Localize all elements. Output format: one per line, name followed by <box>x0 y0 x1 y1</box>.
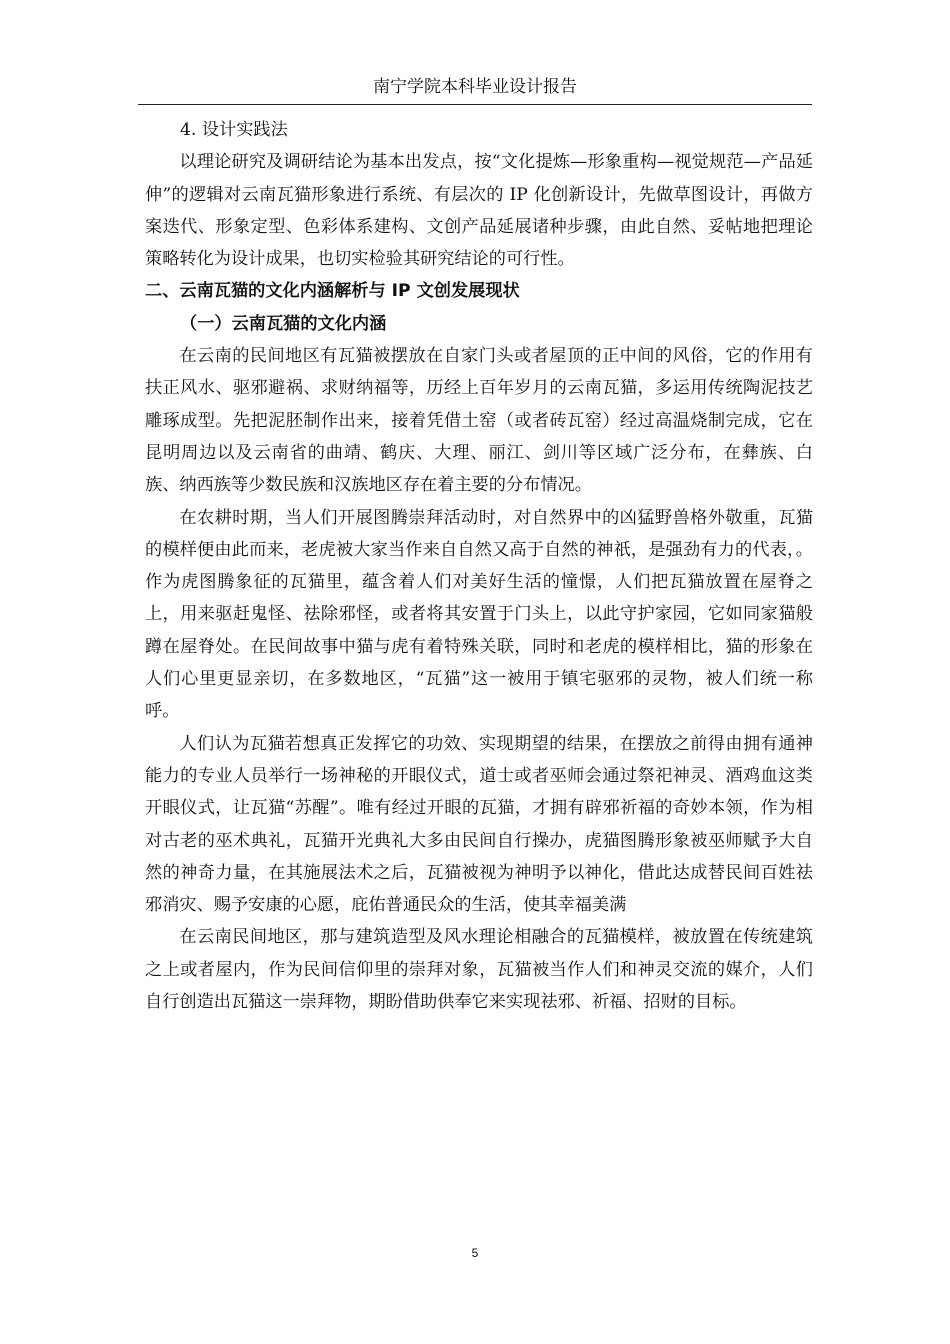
page-number: 5 <box>471 1246 479 1260</box>
paragraph-1: 在云南的民间地区有瓦猫被摆放在自家门头或者屋顶的正中间的风俗，它的作用有扶正风水、驱邪避祸、求财纳福等，历经上百年岁月的云南瓦猫，多运用传统陶泥技艺雕琢成型。先把泥胚制作出来，接着凭借土窑（或者砖瓦窑）经过高温烧制完成，它在昆明周边以及云南省的曲靖、鹤庆、大理、丽江、剑川等区域广泛分布，在彝族、白族、纳西族等少数民族和汉族地区存在着主要的分布情况。 <box>145 346 813 496</box>
paragraph-3: 人们认为瓦猫若想真正发挥它的功效、实现期望的结果，在摆放之前得由拥有通神能力的专业人员举行一场神秘的开眼仪式，道士或者巫师会通过祭祀神灵、酒鸡血这类开眼仪式，让瓦猫“苏醒”。唯有经过开眼的瓦猫，才拥有辟邪祈福的奇妙本领，作为相对古老的巫术典礼，瓦猫开光典礼大多由民间自行操办，虎猫图腾形象被巫师赋予大自然的神奇力量，在其施展法术之后，瓦猫被视为神明予以神化，借此达成替民间百姓祛邪消灾、赐予安康的心愿，庇佑普通民众的生活，使其幸福美满 <box>145 733 813 916</box>
section-heading: 二、云南瓦猫的文化内涵解析与 IP 文创发展现状 <box>145 281 520 302</box>
paragraph-4: 在云南民间地区，那与建筑造型及风水理论相融合的瓦猫模样，被放置在传统建筑之上或者屋内，作为民间信仰里的崇拜对象，瓦猫被当作人们和神灵交流的媒介，人们自行创造出瓦猫这一崇拜物，期盼借助供奉它来实现祛邪、祈福、招财的目标。 <box>145 927 813 1013</box>
list-item-4: 4. 设计实践法 <box>180 120 288 140</box>
header-title: 南宁学院本科毕业设计报告 <box>373 77 577 97</box>
subsection-heading: （一）云南瓦猫的文化内涵 <box>180 313 387 334</box>
page-content <box>145 114 813 1018</box>
paragraph-2: 在农耕时期，当人们开展图腾崇拜活动时，对自然界中的凶猛野兽格外敬重，瓦猫的模样便由此而来，老虎被大家当作来自自然又高于自然的神祇，是强劲有力的代表，。作为虎图腾象征的瓦猫里，蕴含着人们对美好生活的憧憬，人们把瓦猫放置在屋脊之上，用来驱赶鬼怪、祛除邪怪，或者将其安置于门头上，以此守护家园，它如同家猫般蹲在屋脊处。在民间故事中猫与虎有着特殊关联，同时和老虎的模样相比，猫的形象在人们心里更显亲切，在多数地区，“瓦猫”这一被用于镇宅驱邪的灵物，被人们统一称呼。 <box>145 507 813 722</box>
page-header <box>138 76 812 105</box>
paragraph-item4: 以理论研究及调研结论为基本出发点，按“文化提炼—形象重构—视觉规范—产品延伸”的逻辑对云南瓦猫形象进行系统、有层次的 IP 化创新设计，先做草图设计，再做方案迭代、形象定型、色彩体系建构、文创产品延展诸种步骤，由此自然、妥帖地把理论策略转化为设计成果，也切实检验其研究结论的可行性。 <box>145 152 813 270</box>
